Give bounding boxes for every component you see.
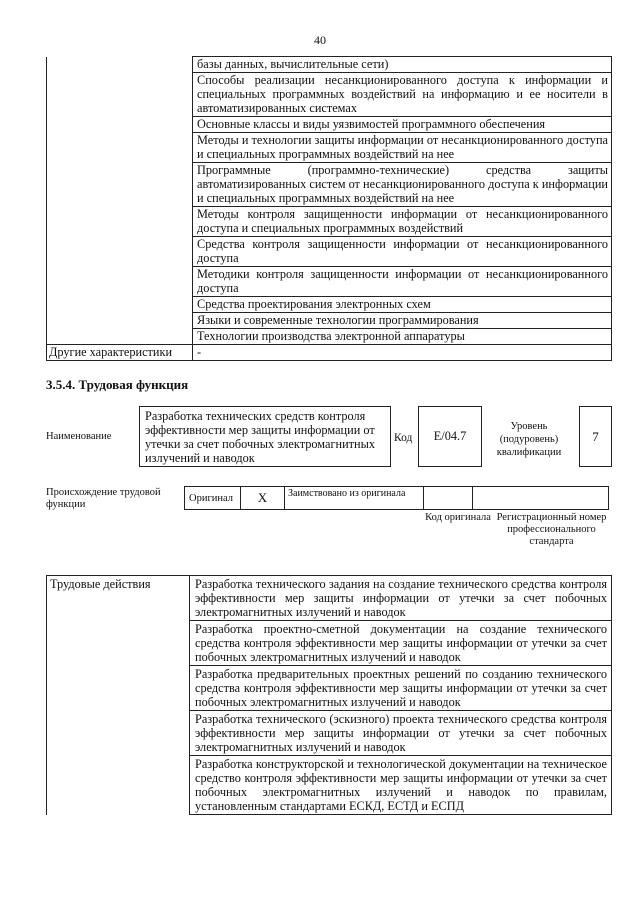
code-original-cell bbox=[423, 486, 473, 510]
function-code: E/04.7 bbox=[418, 406, 482, 467]
original-mark: X bbox=[240, 486, 285, 510]
left-empty-cell bbox=[47, 666, 190, 711]
knowledge-item: Средства проектирования электронных схем bbox=[193, 297, 612, 313]
labor-action-item: Разработка технического задания на создание технического средства контроля эффективности мер защиты информации от утечки за счет побочных электромагнитных излучений и наводок bbox=[190, 576, 612, 621]
left-empty-cell bbox=[47, 57, 193, 73]
page-number: 40 bbox=[314, 33, 326, 47]
table-row bbox=[47, 267, 612, 297]
section-title: 3.5.4. Трудовая функция bbox=[46, 377, 189, 392]
knowledge-item: Способы реализации несанкционированного доступа к информации и специальных программных воздействий на информацию и ее носители в автоматизированных системах bbox=[193, 73, 612, 117]
knowledge-item: базы данных, вычислительные сети) bbox=[193, 57, 612, 73]
code-label: Код bbox=[394, 432, 413, 444]
qualification-level-label: Уровень (подуровень) квалификации bbox=[496, 421, 562, 458]
other-characteristics-label: Другие характеристики bbox=[47, 345, 193, 361]
table-row bbox=[47, 237, 612, 267]
labor-action-item: Разработка технического (эскизного) проекта технического средства контроля эффективности мер защиты информации от утечки за счет побочных электромагнитных излучений и наводок bbox=[190, 711, 612, 756]
left-empty-cell bbox=[47, 73, 193, 117]
table-row bbox=[47, 313, 612, 329]
left-empty-cell bbox=[47, 163, 193, 207]
knowledge-item: Методики контроля защищенности информации от несанкционированного доступа bbox=[193, 267, 612, 297]
table-row bbox=[47, 666, 612, 711]
left-empty-cell bbox=[47, 621, 190, 666]
table-row bbox=[47, 117, 612, 133]
left-empty-cell bbox=[47, 329, 193, 345]
table-row bbox=[47, 73, 612, 117]
left-empty-cell bbox=[47, 117, 193, 133]
labor-actions-label: Трудовые действия bbox=[47, 576, 190, 621]
left-empty-cell bbox=[47, 207, 193, 237]
labor-action-item: Разработка проектно-сметной документации на создание технического средства контроля эффективности мер защиты информации от утечки за счет побочных электромагнитных излучений и наводок bbox=[190, 621, 612, 666]
knowledge-item: Основные классы и виды уязвимостей программного обеспечения bbox=[193, 117, 612, 133]
name-label: Наименование bbox=[46, 431, 112, 442]
table-row bbox=[47, 576, 612, 621]
table-row bbox=[47, 621, 612, 666]
borrowed-label: Заимствовано из оригинала bbox=[284, 486, 424, 510]
knowledge-table bbox=[46, 56, 612, 361]
table-row bbox=[47, 133, 612, 163]
left-empty-cell bbox=[47, 267, 193, 297]
table-row bbox=[47, 207, 612, 237]
table-row bbox=[47, 345, 612, 361]
labor-action-item: Разработка конструкторской и технологической документации на техническое средство контроля эффективности мер защиты информации от утечки за счет побочных электромагнитных излучений и наводок по правилам, установленным стандартами ЕСКД, ЕСТД и ЕСПД bbox=[190, 756, 612, 815]
left-empty-cell bbox=[47, 237, 193, 267]
table-row bbox=[47, 329, 612, 345]
left-empty-cell bbox=[47, 297, 193, 313]
origin-label: Происхождение трудовой функции bbox=[46, 487, 161, 510]
knowledge-item: Методы контроля защищенности информации от несанкционированного доступа и специальных программных воздействий bbox=[193, 207, 612, 237]
original-label: Оригинал bbox=[184, 486, 241, 510]
knowledge-item: Технологии производства электронной аппаратуры bbox=[193, 329, 612, 345]
knowledge-item: Средства контроля защищенности информации от несанкционированного доступа bbox=[193, 237, 612, 267]
left-empty-cell bbox=[47, 711, 190, 756]
other-characteristics-value: - bbox=[193, 345, 612, 361]
table-row bbox=[47, 756, 612, 815]
knowledge-item: Языки и современные технологии программирования bbox=[193, 313, 612, 329]
left-empty-cell bbox=[47, 133, 193, 163]
qualification-level: 7 bbox=[579, 406, 612, 467]
labor-actions-table bbox=[46, 575, 612, 815]
knowledge-item: Методы и технологии защиты информации от несанкционированного доступа и специальных программных воздействий на нее bbox=[193, 133, 612, 163]
labor-action-item: Разработка предварительных проектных решений по созданию технического средства контроля эффективности мер защиты информации от утечки за счет побочных электромагнитных излучений и наводок bbox=[190, 666, 612, 711]
reg-number-caption: Регистрационный номер профессионального стандарта bbox=[496, 512, 607, 547]
table-row bbox=[47, 711, 612, 756]
left-empty-cell bbox=[47, 756, 190, 815]
function-title: Разработка технических средств контроля эффективности мер защиты информации от утечки за счет побочных электромагнитных излучений и наводок bbox=[139, 406, 391, 467]
knowledge-item: Программные (программно-технические) средства защиты автоматизированных систем от несанкционированного доступа к информации и специальных программных воздействий на нее bbox=[193, 163, 612, 207]
reg-number-cell bbox=[472, 486, 609, 510]
table-row bbox=[47, 297, 612, 313]
table-row bbox=[47, 163, 612, 207]
code-original-caption: Код оригинала bbox=[425, 512, 491, 523]
table-row bbox=[47, 57, 612, 73]
origin-row bbox=[185, 486, 613, 510]
left-empty-cell bbox=[47, 313, 193, 329]
